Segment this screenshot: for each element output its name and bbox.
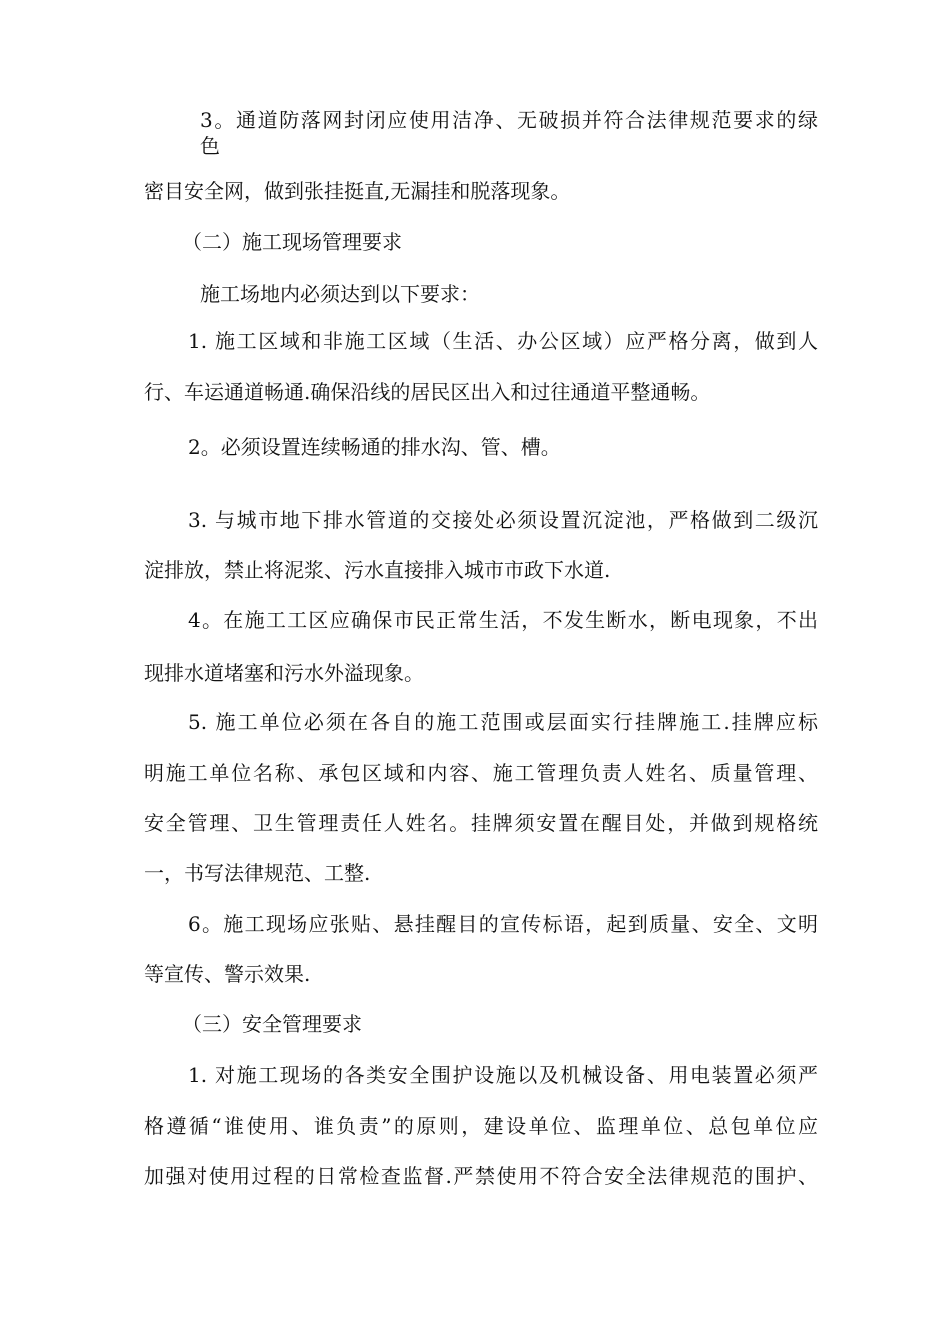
paragraph-line: 淀排放，禁止将泥浆、污水直接排入城市市政下水道. [144,558,611,582]
paragraph-line: 施工场地内必须达到以下要求： [200,282,480,306]
paragraph-line: 等宣传、警示效果. [144,962,311,986]
paragraph-line: 1. 对施工现场的各类安全围护设施以及机械设备、用电装置必须严 [188,1063,818,1087]
paragraph-line: 明施工单位名称、承包区域和内容、施工管理负责人姓名、质量管理、 [144,761,818,785]
paragraph-line: 5. 施工单位必须在各自的施工范围或层面实行挂牌施工.挂牌应标 [188,710,818,734]
paragraph-line: 色 [200,134,220,158]
paragraph-line: 安全管理、卫生管理责任人姓名。挂牌须安置在醒目处，并做到规格统 [144,811,818,835]
paragraph-line: 加强对使用过程的日常检查监督.严禁使用不符合安全法律规范的围护、 [144,1164,818,1188]
section-heading: （二）施工现场管理要求 [182,230,402,254]
paragraph-line: 格遵循“谁使用、谁负责”的原则，建设单位、监理单位、总包单位应 [144,1114,818,1138]
paragraph-line: 现排水道堵塞和污水外溢现象。 [144,661,424,685]
paragraph-line: 3. 与城市地下排水管道的交接处必须设置沉淀池，严格做到二级沉 [188,508,818,532]
paragraph-line: 6。施工现场应张贴、悬挂醒目的宣传标语，起到质量、安全、文明 [188,912,818,936]
paragraph-line: 一，书写法律规范、工整. [144,861,371,885]
paragraph-line: 密目安全网，做到张挂挺直,无漏挂和脱落现象。 [144,179,571,203]
paragraph-line: 4。在施工工区应确保市民正常生活，不发生断水，断电现象，不出 [188,608,818,632]
paragraph-line: 2。必须设置连续畅通的排水沟、管、槽。 [188,435,561,459]
paragraph-line: 1. 施工区域和非施工区域（生活、办公区域）应严格分离，做到人 [188,329,818,353]
paragraph-line: 行、车运通道畅通.确保沿线的居民区出入和过往通道平整通畅。 [144,380,711,404]
paragraph-line: 3。通道防落网封闭应使用洁净、无破损并符合法律规范要求的绿 [200,108,818,132]
section-heading: （三）安全管理要求 [182,1012,362,1036]
